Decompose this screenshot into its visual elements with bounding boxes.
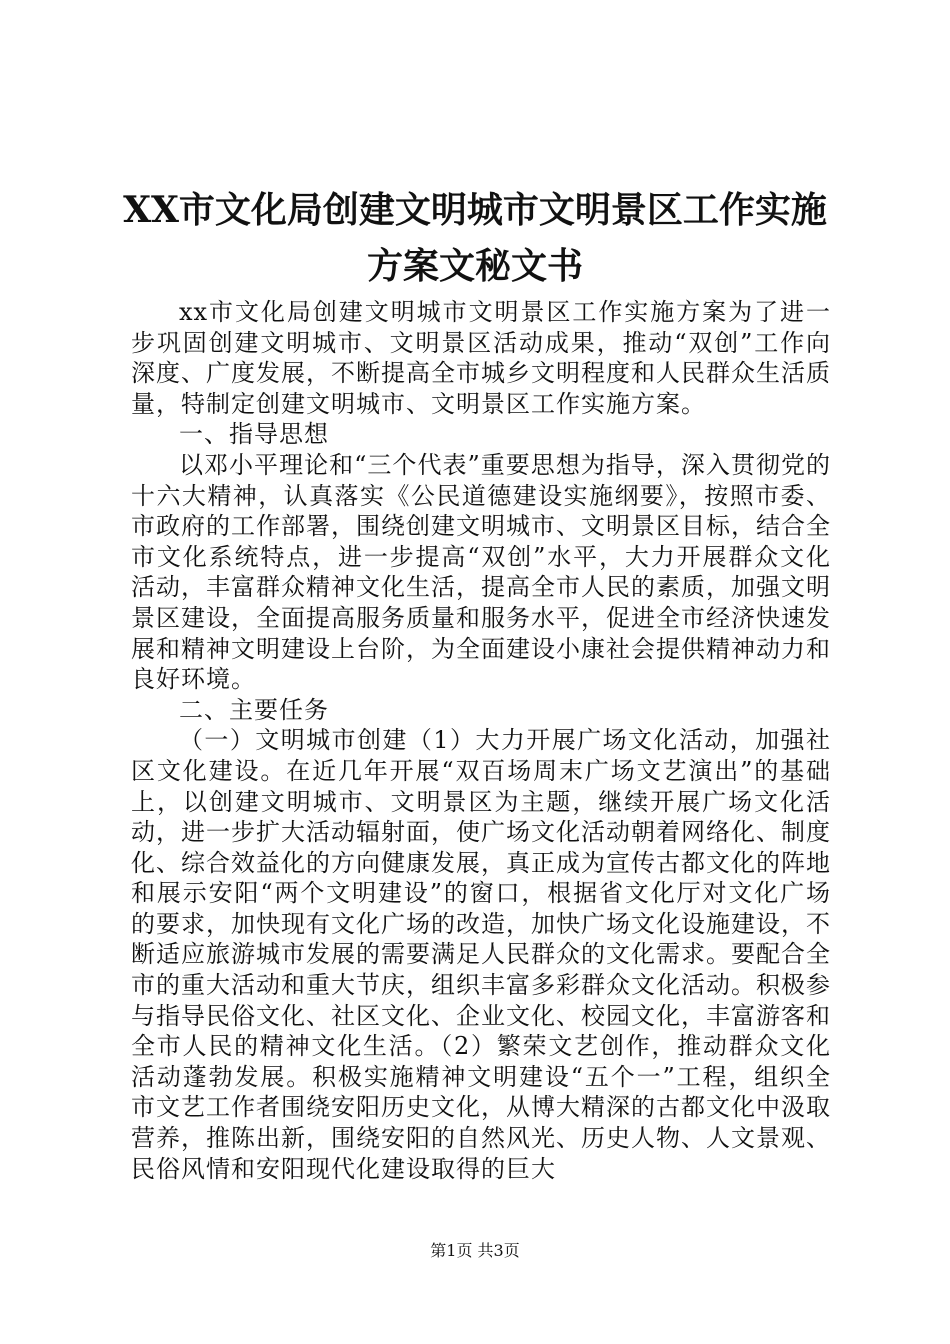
main-tasks-paragraph: （一）文明城市创建（1）大力开展广场文化活动，加强社区文化建设。在近几年开展“双百场周末广场文艺演出”的基础上，以创建文明城市、文明景区为主题，继续开展广场文化活动，进一步扩大活动辐射面，使广场文化活动朝着网络化、制度化、综合效益化的方向健康发展，真正成为宣传古都文化的阵地和展示安阳“两个文明建设”的窗口，根据省文化厅对文化广场的要求，加快现有文化广场的改造，加快广场文化设施建设，不断适应旅游城市发展的需要满足人民群众的文化需求。要配合全市的重大活动和重大节庆，组织丰富多彩群众文化活动。积极参与指导民俗文化、社区文化、企业文化、校园文化，丰富游客和全市人民的精神文化生活。（2）繁荣文艺创作，推动群众文化活动蓬勃发展。积极实施精神文明建设“五个一”工程，组织全市文艺工作者围绕安阳历史文化，从博大精深的古都文化中汲取营养，推陈出新，围绕安阳的自然风光、历史人物、人文景观、民俗风情和安阳现代化建设取得的巨大 (131, 726, 831, 1183)
intro-paragraph: xx市文化局创建文明城市文明景区工作实施方案为了进一步巩固创建文明城市、文明景区活动成果，推动“双创”工作向深度、广度发展，不断提高全市城乡文明程度和人民群众生活质量，特制定创建文明城市、文明景区工作实施方案。 (131, 298, 831, 418)
guiding-ideology-paragraph: 以邓小平理论和“三个代表”重要思想为指导，深入贯彻党的十六大精神，认真落实《公民道德建设实施纲要》，按照市委、市政府的工作部署，围绕创建文明城市、文明景区目标，结合全市文化系统特点，进一步提高“双创”水平，大力开展群众文化活动，丰富群众精神文化生活，提高全市人民的素质，加强文明景区建设，全面提高服务质量和服务水平，促进全市经济快速发展和精神文明建设上台阶，为全面建设小康社会提供精神动力和良好环境。 (131, 450, 831, 694)
section-heading-guiding-ideology: 一、指导思想 (179, 420, 329, 449)
page-number-footer: 第1页 共3页 (430, 1241, 520, 1260)
document-body (131, 297, 831, 1184)
document-title-line-2: 方案文秘文书 (366, 245, 583, 287)
section-heading-main-tasks: 二、主要任务 (179, 695, 329, 724)
document-title-line-1: XX市文化局创建文明城市文明景区工作实施 (123, 189, 827, 231)
